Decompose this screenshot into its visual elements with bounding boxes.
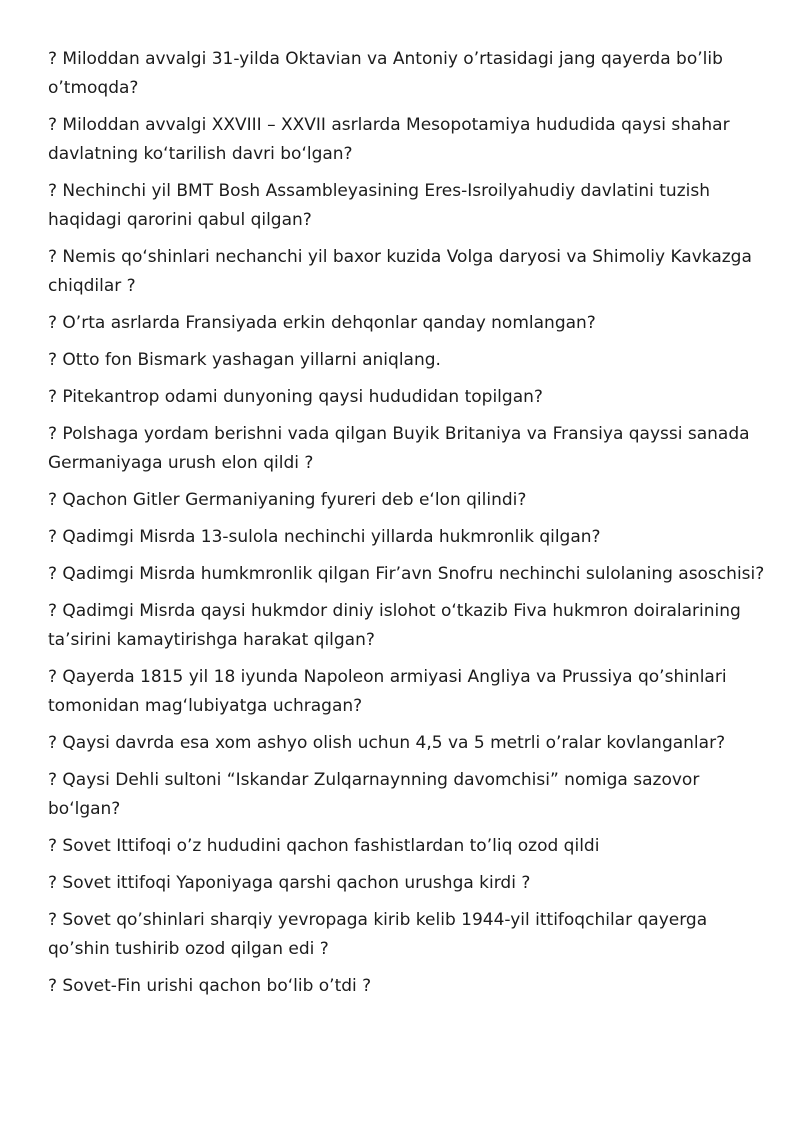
- question-item: ? Sovet-Fin urishi qachon bo‘lib o’tdi ?: [48, 976, 372, 996]
- question-item: ? Nemis qo‘shinlari nechanchi yil baxor kuzida Volga daryosi va Shimoliy Kavkazga chiqdilar ?: [48, 247, 752, 296]
- question-item: ? Miloddan avvalgi XXVIII – XXVII asrlarda Mesopotamiya hududida qaysi shahar davlatning ko‘tarilish davri bo‘lgan?: [48, 115, 730, 164]
- question-item: ? Otto fon Bismark yashagan yillarni aniqlang.: [48, 350, 441, 370]
- question-item: ? Nechinchi yil BMT Bosh Assambleyasining Eres-Isroilyahudiy davlatini tuzish haqidagi qarorini qabul qilgan?: [48, 181, 710, 230]
- question-item: ? Qaysi davrda esa xom ashyo olish uchun 4,5 va 5 metrli o’ralar kovlanganlar?: [48, 733, 726, 753]
- question-item: ? Sovet Ittifoqi o’z hududini qachon fashistlardan to’liq ozod qildi: [48, 836, 600, 856]
- question-item: ? O’rta asrlarda Fransiyada erkin dehqonlar qanday nomlangan?: [48, 313, 596, 333]
- question-item: ? Qadimgi Misrda humkmronlik qilgan Fir’avn Snofru nechinchi sulolaning asoschisi?: [48, 564, 765, 584]
- question-item: ? Qayerda 1815 yil 18 iyunda Napoleon armiyasi Angliya va Prussiya qo’shinlari tomonidan mag‘lubiyatga uchragan?: [48, 667, 727, 716]
- question-item: ? Qachon Gitler Germaniyaning fyureri deb e‘lon qilindi?: [48, 490, 527, 510]
- question-item: ? Pitekantrop odami dunyoning qaysi hududidan topilgan?: [48, 387, 543, 407]
- question-item: ? Qadimgi Misrda qaysi hukmdor diniy islohot o‘tkazib Fiva hukmron doiralarining ta’sirini kamaytirishga harakat qilgan?: [48, 601, 741, 650]
- question-item: ? Polshaga yordam berishni vada qilgan Buyik Britaniya va Fransiya qayssi sanada Germaniyaga urush elon qildi ?: [48, 424, 750, 473]
- question-item: ? Sovet ittifoqi Yaponiyaga qarshi qachon urushga kirdi ?: [48, 873, 531, 893]
- question-item: ? Qadimgi Misrda 13-sulola nechinchi yillarda hukmronlik qilgan?: [48, 527, 601, 547]
- question-item: ? Qaysi Dehli sultoni “Iskandar Zulqarnaynning davomchisi” nomiga sazovor bo‘lgan?: [48, 770, 700, 819]
- question-item: ? Miloddan avvalgi 31-yilda Oktavian va Antoniy o’rtasidagi jang qayerda bo’lib o’tmoqda?: [48, 49, 723, 98]
- question-item: ? Sovet qo’shinlari sharqiy yevropaga kirib kelib 1944-yil ittifoqchilar qayerga qo’shin tushirib ozod qilgan edi ?: [48, 910, 708, 959]
